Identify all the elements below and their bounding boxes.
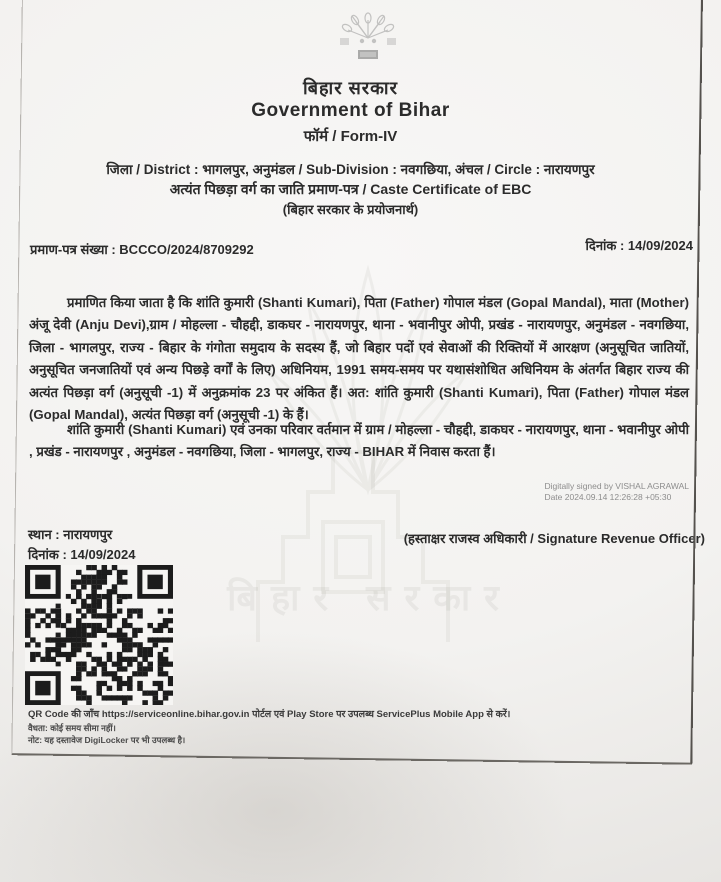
digital-signature-block xyxy=(544,481,689,503)
bihar-government-emblem-icon xyxy=(328,8,408,72)
footer-digilocker-note: नोट: यह दस्तावेज DigiLocker पर भी उपलब्ध है। xyxy=(28,735,186,745)
certificate-number: प्रमाण-पत्र संख्या : BCCCO/2024/8709292 xyxy=(30,242,254,257)
digital-signature-line2: Date 2024.09.14 12:26:28 +05:30 xyxy=(544,492,672,502)
signature-officer-line: (हस्ताक्षर राजस्व अधिकारी / Signature Revenue Officer) xyxy=(403,531,705,546)
watermark-text: बिहार सरकार xyxy=(227,577,513,618)
issue-date-line: दिनांक : 14/09/2024 xyxy=(28,547,136,562)
issue-date: दिनांक : 14/09/2024 xyxy=(585,238,693,253)
hindi-title: बिहार सरकार xyxy=(303,78,398,98)
form-number-line: फॉर्म / Form-IV xyxy=(303,128,398,145)
certificate-type-line: अत्यंत पिछड़ा वर्ग का जाति प्रमाण-पत्र / Caste Certificate of EBC xyxy=(169,181,532,197)
footer-qr-verification-note: QR Code की जाँच https://serviceonline.bihar.gov.in पोर्टल एवं Play Store पर उपलब्ध ServicePlus Mobile App से करें। xyxy=(28,709,511,720)
certificate-body-paragraph-2: शांति कुमारी (Shanti Kumari) एवं उनका परिवार वर्तमान में ग्राम / मोहल्ला - चौहद्दी, डाकघर - नारायणपुर, थाना - भवानीपुर ओपी , प्रखंड - नारायणपुर , अनुमंडल - नवगछिया, जिला - भागलपुर, राज्य - BIHAR में निवास करता हैं। xyxy=(29,422,689,460)
purpose-line: (बिहार सरकार के प्रयोजनार्थ) xyxy=(282,202,419,217)
certificate-body-paragraph-1: प्रमाणित किया जाता है कि शांति कुमारी (Shanti Kumari), पिता (Father) गोपाल मंडल (Gopal Mandal), माता (Mother) अंजू देवी (Anju Devi),ग्राम / मोहल्ला - चौहद्दी, डाकघर - नारायणपुर, थाना - भवानीपुर ओपी, प्रखंड - नारायणपुर, अनुमंडल - नवगछिया, जिला - भागलपुर, राज्य - बिहार के गंगोता समुदाय के सदस्य हैं, जो बिहार पदों एवं सेवाओं की रिक्तियों में आरक्षण (अनुसूचित जातियों, अनुसूचित जनजातियों एवं अन्य पिछड़े वर्गों के लिए) अधिनियम, 1991 समय-समय पर यथासंशोधित अधिनियम के अंतर्गत बिहार राज्य की अत्यंत पिछड़ा वर्ग (अनुसूची -1) में अनुक्रमांक 23 पर अंकित हैं। अत: शांति कुमारी (Shanti Kumari), पिता (Father) गोपाल मंडल (Gopal Mandal), अत्यंत पिछड़ा वर्ग (अनुसूची -1) के हैं। xyxy=(29,295,689,423)
issue-place-line: स्थान : नारायणपुर xyxy=(28,527,113,542)
qr-code xyxy=(25,565,173,705)
english-title: Government of Bihar xyxy=(251,100,450,121)
digital-signature-line1: Digitally signed by VISHAL AGRAWAL xyxy=(544,481,689,491)
district-subdivision-circle-line: जिला / District : भागलपुर, अनुमंडल / Sub-Division : नवगछिया, अंचल / Circle : नारायणपुर xyxy=(106,162,595,177)
footer-validity-note: वैधता: कोई समय सीमा नहीं। xyxy=(28,723,116,733)
